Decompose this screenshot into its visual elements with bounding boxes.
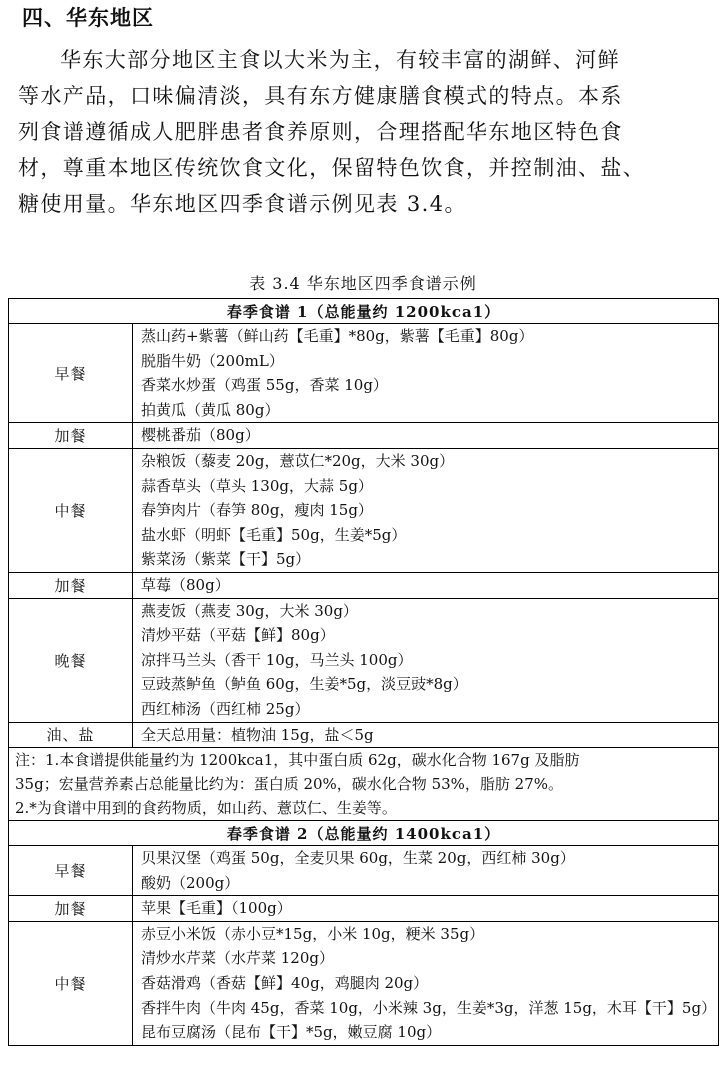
meal-row-snack — [9, 896, 719, 922]
dish-item: 清炒平菇（平菇【鲜】80g） — [141, 626, 335, 645]
dish-item: 杂粮饭（藜麦 20g，薏苡仁*20g，大米 30g） — [141, 451, 455, 470]
dish-item: 蒜香草头（草头 130g，大蒜 5g） — [141, 476, 373, 495]
menu-note — [9, 748, 719, 821]
dish-item: 昆布豆腐汤（昆布【干】*5g，嫩豆腐 10g） — [141, 1023, 442, 1042]
dish-item: 清炒水芹菜（水芹菜 120g） — [141, 949, 335, 968]
meal-label: 中餐 — [9, 921, 133, 1045]
dish-item: 凉拌马兰头（香干 10g，马兰头 100g） — [141, 650, 413, 669]
meal-items — [133, 324, 719, 423]
dish-item: 燕麦饭（燕麦 30g，大米 30g） — [141, 601, 358, 620]
dish-item: 拍黄瓜（黄瓜 80g） — [141, 400, 280, 419]
dish-item: 贝果汉堡（鸡蛋 50g，全麦贝果 60g，生菜 20g，西红柿 30g） — [141, 849, 575, 868]
paragraph-line: 材，尊重本地区传统饮食文化，保留特色饮食，并控制油、盐、 — [18, 156, 646, 180]
dish-item: 草莓（80g） — [141, 575, 230, 594]
meal-row-lunch — [9, 921, 719, 1045]
dish-item: 樱桃番茄（80g） — [141, 426, 260, 445]
dish-item: 豆豉蒸鲈鱼（鲈鱼 60g，生姜*5g，淡豆豉*8g） — [141, 675, 468, 694]
meal-items — [133, 448, 719, 572]
section-heading: 四、华东地区 — [22, 6, 154, 30]
menu-title-row — [9, 821, 719, 846]
dish-item: 香菇滑鸡（香菇【鲜】40g，鸡腿肉 20g） — [141, 974, 429, 993]
menu-title-row — [9, 299, 719, 324]
dish-item: 蒸山药+紫薯（鲜山药【毛重】*80g，紫薯【毛重】80g） — [141, 327, 534, 345]
meal-row-snack — [9, 423, 719, 449]
meal-label: 中餐 — [9, 448, 133, 572]
dish-item: 脱脂牛奶（200mL） — [141, 351, 284, 370]
oil-salt-text: 全天总用量：植物油 15g，盐＜5g — [141, 725, 374, 744]
table-caption: 表 3.4 华东地区四季食谱示例 — [249, 274, 477, 293]
dish-item: 酸奶（200g） — [141, 873, 240, 892]
meal-label: 加餐 — [9, 572, 133, 598]
dish-item: 紫菜汤（紫菜【干】5g） — [141, 550, 311, 569]
dish-item: 赤豆小米饭（赤小豆*15g，小米 10g，粳米 35g） — [141, 924, 485, 943]
meal-items — [133, 423, 719, 449]
paragraph-line: 糖使用量。华东地区四季食谱示例见表 3.4。 — [18, 192, 467, 216]
oil-salt-row — [9, 722, 719, 748]
meal-row-lunch — [9, 448, 719, 572]
meal-row-breakfast — [9, 846, 719, 896]
meal-row-dinner — [9, 598, 719, 722]
recipe-table — [8, 298, 719, 1046]
note-line: 35g；宏量营养素占总能量比约为：蛋白质 20%，碳水化合物 53%，脂肪 27%。 — [15, 775, 564, 794]
note-row — [9, 748, 719, 821]
dish-item: 香菜水炒蛋（鸡蛋 55g，香菜 10g） — [141, 376, 388, 395]
dish-item: 盐水虾（明虾【毛重】50g，生姜*5g） — [141, 525, 407, 544]
meal-row-snack — [9, 572, 719, 598]
meal-items — [133, 846, 719, 896]
meal-label: 晚餐 — [9, 598, 133, 722]
paragraph-line: 华东大部分地区主食以大米为主，有较丰富的湖鲜、河鲜 — [60, 48, 620, 72]
menu-title: 春季食谱 2（总能量约 1400kca1） — [9, 821, 719, 846]
meal-items — [133, 598, 719, 722]
meal-label: 加餐 — [9, 896, 133, 922]
dish-item: 西红柿汤（西红柿 25g） — [141, 699, 310, 718]
meal-items — [133, 896, 719, 922]
note-line: 注：1.本食谱提供能量约为 1200kca1，其中蛋白质 62g，碳水化合物 167g 及脂肪 — [15, 751, 580, 770]
intro-paragraph — [18, 42, 708, 222]
paragraph-line: 列食谱遵循成人肥胖患者食养原则，合理搭配华东地区特色食 — [18, 120, 623, 144]
meal-items — [133, 921, 719, 1045]
dish-item: 春笋肉片（春笋 80g，瘦肉 15g） — [141, 501, 373, 520]
meal-label: 油、盐 — [9, 722, 133, 748]
paragraph-line: 等水产品，口味偏清淡，具有东方健康膳食模式的特点。本系 — [18, 84, 623, 108]
menu-title: 春季食谱 1（总能量约 1200kca1） — [9, 299, 719, 324]
meal-items — [133, 572, 719, 598]
meal-label: 加餐 — [9, 423, 133, 449]
meal-row-breakfast — [9, 324, 719, 423]
note-line: 2.*为食谱中用到的食药物质，如山药、薏苡仁、生姜等。 — [15, 799, 397, 818]
meal-label: 早餐 — [9, 324, 133, 423]
dish-item: 苹果【毛重】（100g） — [141, 899, 292, 918]
dish-item: 香拌牛肉（牛肉 45g，香菜 10g，小米辣 3g，生姜*3g，洋葱 15g，木耳【干】5g） — [141, 998, 717, 1017]
meal-label: 早餐 — [9, 846, 133, 896]
meal-items — [133, 722, 719, 748]
